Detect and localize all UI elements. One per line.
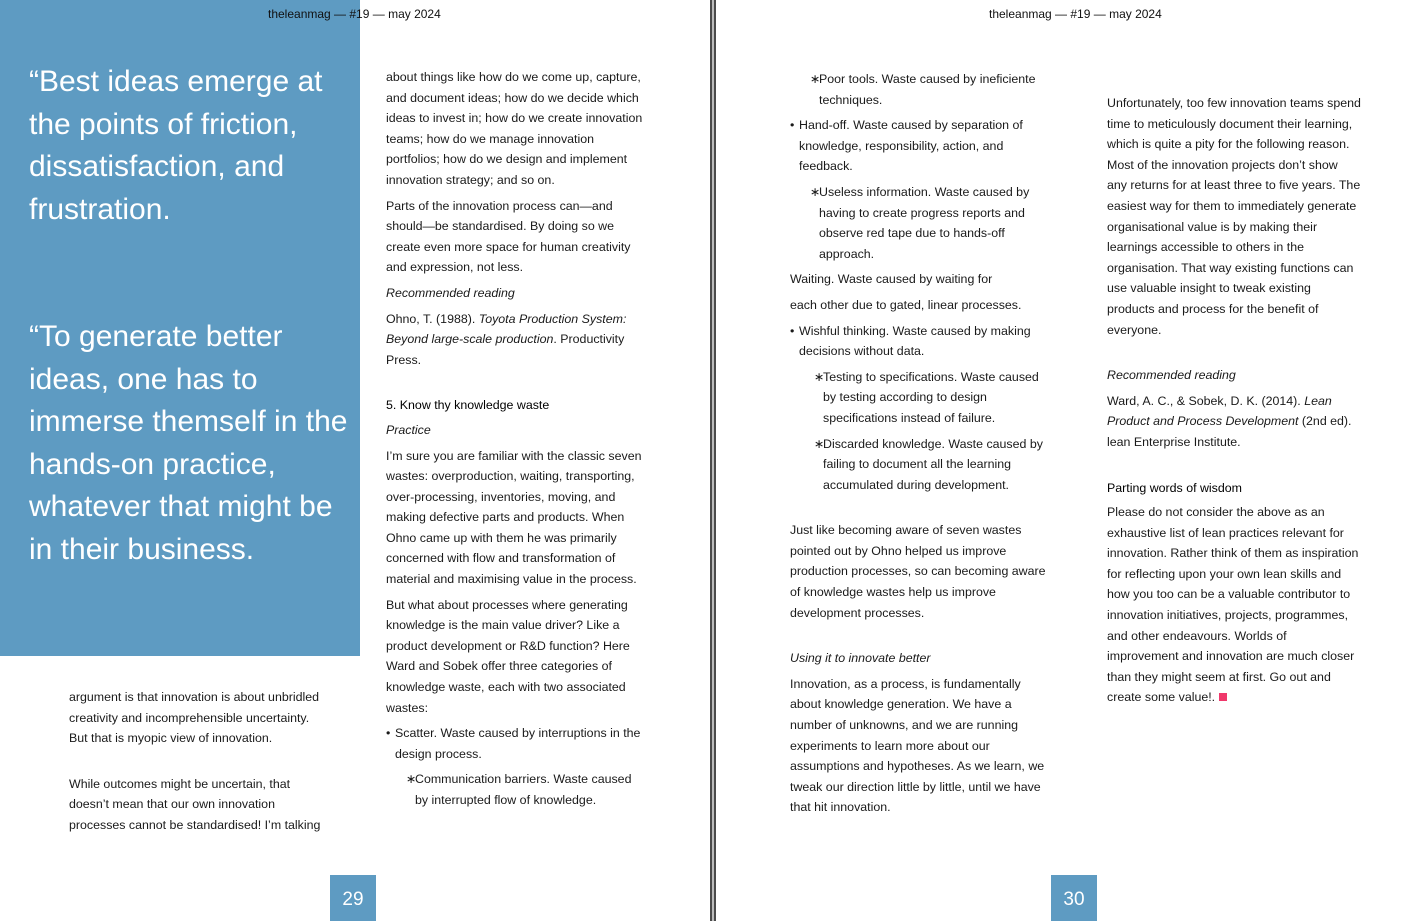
closing-paragraph: Please do not consider the above as an exhaustive list of lean practices relevant for innovation. Rather think of them as inspiration for reflecting upon your own lean skills and how you too can be a valuable contributor to innovation initiatives, projects, programmes, and other endeavours. Worlds of improvement and innovation are much closer than they might seem at first. Go out and create some value!.: [1107, 505, 1359, 705]
asterisk-bullet-icon: ∗: [814, 436, 825, 451]
reference-title: Toyota Production System: Beyond large-scale production: [386, 311, 627, 347]
subsection-label: Using it to innovate better: [790, 651, 931, 666]
sub-list-item: ∗ Poor tools. Waste caused by ineficiente techniques.: [790, 69, 1048, 110]
paragraph: Parts of the innovation process can—and should—be standardised. By doing so we create even more space for human creativity and expression, not less.: [386, 198, 631, 275]
reference-author: Ohno, T. (1988).: [386, 311, 479, 326]
paragraph: about things like how do we come up, capture, and document ideas; how do we decide which ideas to invest in; how do we create innovation teams; how do we manage innovation portfolios; how do we design and implement innovation strategy; and so on.: [386, 70, 643, 187]
sub-list-item: ∗ Testing to specifications. Waste caused by testing according to design specifications instead of failure.: [790, 367, 1048, 429]
sub-list-item: ∗ Useless information. Waste caused by having to create progress reports and observe red tape due to hands-off approach.: [790, 182, 1048, 264]
sub-list-item: ∗ Communication barriers. Waste caused by interrupted flow of knowledge.: [386, 769, 644, 810]
reference: [1107, 391, 1361, 453]
page-29: [0, 0, 710, 921]
list-item: • Wishful thinking. Waste caused by making decisions without data.: [790, 321, 1048, 362]
paragraph: Unfortunately, too few innovation teams spend time to meticulously document their learning, which is quite a pity for the following reason. Most of the innovation projects don’t show any returns for at least three to five years. The easiest way for them to immediately generate organisational value is by making their learnings accessible to others in the organisation. That way existing functions can use valuable insight to tweak existing products and process for the benefit of everyone.: [1107, 96, 1361, 337]
reference-publisher: . Productivity Press.: [386, 332, 625, 367]
asterisk-bullet-icon: ∗: [406, 772, 417, 787]
paragraph: Innovation, as a process, is fundamentally about knowledge generation. We have a number of unknowns, and we are running experiments to learn more about our assumptions and hypotheses. As we learn, we tweak our direction little by little, until we have that hit innovation.: [790, 676, 1045, 815]
paragraph: argument is that innovation is about unbridled creativity and incomprehensible uncertainty. But that is myopic view of innovation.: [69, 690, 320, 746]
column-b: [386, 67, 644, 816]
column-d: [1107, 93, 1361, 713]
page-30: [716, 0, 1427, 921]
reference-title: Lean Product and Process Development: [1107, 393, 1332, 429]
list-item: • Scatter. Waste caused by interruptions in the design process.: [386, 723, 644, 764]
running-head: theleanmag — #19 — may 2024: [268, 7, 441, 21]
pull-quote-panel: [0, 0, 360, 656]
paragraph: Just like becoming aware of seven wastes pointed out by Ohno helped us improve production processes, so can becoming aware of knowledge wastes help us improve development processes.: [790, 523, 1046, 620]
paragraph: Waiting. Waste caused by waiting for: [790, 272, 993, 287]
paragraph: But what about processes where generating knowledge is the main value driver? Like a product development or R&D function? Here Ward and Sobek offer three categories of knowledge waste, each with two associated wastes:: [386, 597, 630, 715]
column-a: [69, 687, 331, 841]
bullet-icon: •: [790, 118, 795, 133]
asterisk-bullet-icon: ∗: [810, 184, 821, 199]
page-number: 30: [1051, 875, 1097, 921]
list-item: • Hand-off. Waste caused by separation of knowledge, responsibility, action, and feedback.: [790, 115, 1048, 177]
paragraph: While outcomes might be uncertain, that doesn’t mean that our own innovation processes cannot be standardised! I’m talking: [69, 776, 321, 832]
practice-label: Practice: [386, 422, 431, 437]
sub-list-item: ∗ Discarded knowledge. Waste caused by failing to document all the learning accumulated during development.: [790, 434, 1048, 496]
reference-author: Ward, A. C., & Sobek, D. K. (2014).: [1107, 393, 1305, 408]
recommended-reading-label: Recommended reading: [386, 285, 515, 300]
pull-quote-1: “Best ideas emerge at the points of friction, dissatisfaction, and frustration.: [29, 65, 323, 226]
paragraph: I’m sure you are familiar with the classic seven wastes: overproduction, waiting, transporting, over-processing, inventories, moving, and making defective parts and products. When Ohno came up with them he was primarily concerned with flow and transformation of material and maximising value in the process.: [386, 448, 642, 587]
section-heading: 5. Know thy knowledge waste: [386, 398, 550, 413]
bullet-icon: •: [790, 323, 795, 338]
pull-quote-2: “To generate better ideas, one has to immerse themself in the hands-on practice, whatever that might be in their business.: [29, 320, 348, 566]
section-heading: Parting words of wisdom: [1107, 480, 1242, 495]
asterisk-bullet-icon: ∗: [814, 369, 825, 384]
bullet-icon: •: [386, 726, 391, 741]
recommended-reading-label: Recommended reading: [1107, 368, 1236, 383]
paragraph: each other due to gated, linear processes.: [790, 297, 1022, 312]
end-mark-icon: [1219, 693, 1227, 701]
book-spine-highlight: [712, 0, 714, 921]
asterisk-bullet-icon: ∗: [810, 72, 821, 86]
page-number: 29: [330, 875, 376, 921]
reference: [386, 309, 644, 371]
column-c: [790, 69, 1048, 823]
running-head: theleanmag — #19 — may 2024: [989, 7, 1162, 21]
reference-rest: (2nd ed). lean Enterprise Institute.: [1107, 414, 1352, 449]
